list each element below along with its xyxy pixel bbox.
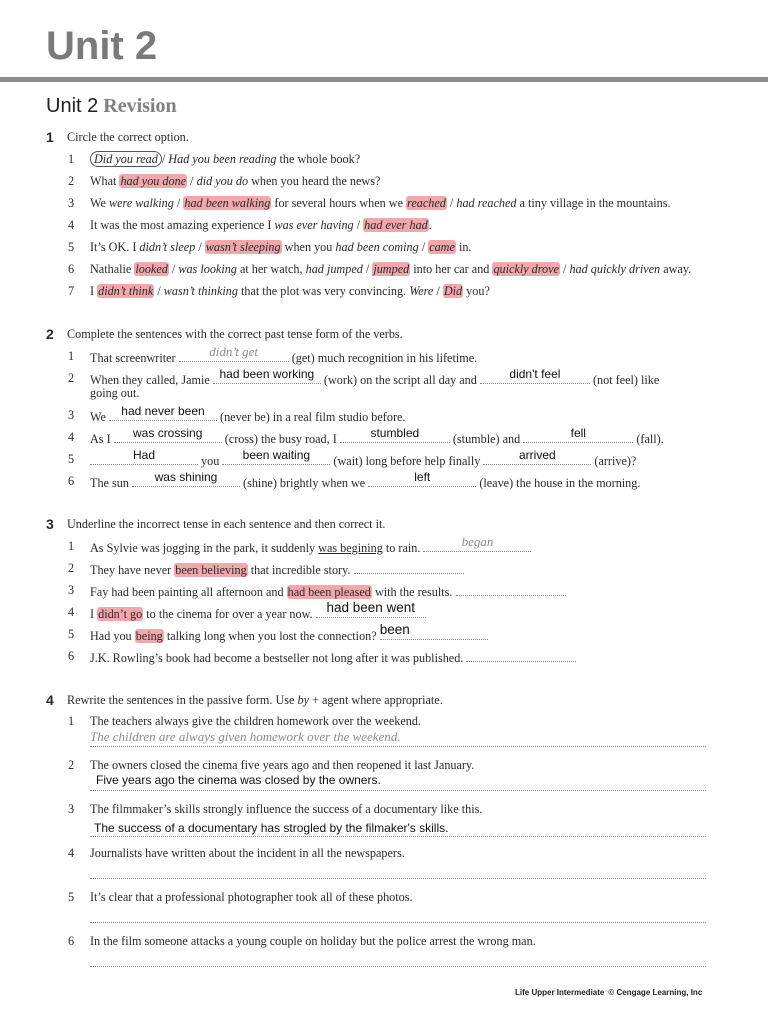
item-text: away. — [660, 262, 692, 276]
item-text: into her car and — [410, 262, 493, 276]
item-text: (arrive)? — [591, 454, 637, 468]
item-text: When they called, Jamie — [90, 373, 213, 387]
ex2-instruction: Complete the sentences with the correct past tense form of the verbs. — [67, 327, 403, 341]
option[interactable]: were walking — [108, 196, 174, 210]
answer-blank[interactable] — [456, 582, 566, 596]
separator: / — [195, 240, 205, 254]
item-text: They have never — [90, 563, 175, 577]
item-number: 1 — [68, 714, 75, 728]
answer-blank[interactable] — [466, 648, 576, 662]
handwritten-answer: Had — [132, 448, 155, 462]
unit-title: Unit 2 — [46, 24, 158, 68]
separator: / — [161, 152, 169, 166]
item-text: (work) on the script all day and — [320, 373, 480, 387]
highlighted-option[interactable]: reached — [407, 196, 446, 210]
item-text: (not feel) like — [589, 373, 660, 387]
revision-label: Revision — [103, 95, 177, 117]
item-text: talking long when you lost the connection? — [163, 629, 380, 643]
separator: / — [446, 196, 457, 210]
handwritten-answer: had been working — [219, 367, 315, 381]
ex4-instruction-by: by — [297, 693, 309, 707]
item-number: 1 — [68, 152, 75, 166]
item-number: 6 — [68, 474, 75, 488]
answer-blank[interactable] — [109, 404, 217, 421]
highlighted-option[interactable]: had ever had — [364, 218, 428, 232]
item-number: 6 — [68, 934, 75, 948]
separator: / — [418, 240, 429, 254]
highlighted-error[interactable]: being — [135, 629, 163, 643]
item-number: 6 — [68, 262, 75, 276]
item-number: 4 — [68, 218, 75, 232]
option[interactable]: did you do — [196, 174, 249, 188]
answer-line[interactable] — [90, 820, 706, 837]
item-number: 7 — [68, 284, 75, 298]
separator: / — [173, 196, 184, 210]
item-text: I — [90, 607, 98, 621]
item-text: It was the most amazing experience I — [90, 218, 275, 232]
highlighted-option[interactable]: had you done — [120, 174, 187, 188]
item-number: 5 — [68, 627, 75, 641]
item-text: a tiny village in the mountains. — [516, 196, 671, 210]
item-text: you? — [463, 284, 490, 298]
footer-copyright: © Cengage Learning, Inc — [608, 988, 703, 997]
item-text: in. — [455, 240, 472, 254]
item-text: The sun — [90, 476, 132, 490]
ex3-instruction: Underline the incorrect tense in each sentence and then correct it. — [67, 517, 386, 531]
option[interactable]: had jumped — [305, 262, 363, 276]
item-text: with the results. — [371, 585, 456, 599]
item-text: going out. — [90, 386, 140, 400]
item-text: It’s clear that a professional photographer took all of these photos. — [90, 890, 413, 904]
revision-heading — [46, 95, 177, 118]
item-text: (shine) brightly when we — [239, 476, 369, 490]
item-number: 3 — [68, 802, 75, 816]
item-text: What — [90, 174, 120, 188]
answer-blank[interactable] — [379, 622, 488, 640]
item-text: (stumble) and — [449, 432, 524, 446]
handwritten-answer: fell — [570, 426, 586, 440]
item-number: 5 — [68, 890, 75, 904]
item-text: for several hours when we — [271, 196, 407, 210]
option[interactable]: Were — [409, 284, 434, 298]
option[interactable]: had reached — [456, 196, 517, 210]
item-text: to rain. — [382, 541, 424, 555]
answer-blank[interactable] — [114, 426, 222, 443]
handwritten-answer: had been went — [326, 600, 416, 615]
ex3-number: 3 — [46, 516, 54, 532]
handwritten-answer: The success of a documentary has strogled by the filmaker's skills. — [94, 821, 449, 835]
item-number: 3 — [68, 408, 75, 422]
handwritten-answer: didn’t get — [209, 344, 259, 359]
item-text: It’s OK. I — [90, 240, 140, 254]
item-text: . — [428, 218, 432, 232]
ex1-number: 1 — [46, 129, 54, 145]
answer-line[interactable] — [90, 774, 706, 791]
item-text: I — [90, 284, 98, 298]
item-text: (cross) the busy road, I — [221, 432, 340, 446]
item-text: (wait) long before help finally — [330, 454, 484, 468]
highlighted-option[interactable]: Did — [443, 284, 463, 298]
item-text: the whole book? — [276, 152, 361, 166]
highlighted-option[interactable]: looked — [135, 262, 168, 276]
ex1-instruction: Circle the correct option. — [67, 130, 189, 144]
handwritten-answer: had never been — [121, 404, 205, 418]
item-number: 1 — [68, 349, 75, 363]
item-text: That screenwriter — [90, 351, 179, 365]
item-text: We — [90, 410, 109, 424]
handwritten-answer: Five years ago the cinema was closed by the owners. — [96, 773, 381, 787]
header-rule — [0, 77, 768, 82]
item-number: 3 — [68, 583, 75, 597]
handwritten-answer: The children are always given homework over the weekend. — [90, 729, 401, 744]
item-text: We — [90, 196, 109, 210]
option[interactable]: had quickly driven — [569, 262, 661, 276]
item-number: 2 — [68, 758, 75, 772]
highlighted-error[interactable]: had been pleased — [287, 585, 371, 599]
answer-blank[interactable] — [480, 367, 590, 384]
item-text: The owners closed the cinema five years ago and then reopened it last January. — [90, 758, 475, 772]
ex4-instruction-rest: + agent where appropriate. — [309, 693, 443, 707]
answer-line[interactable] — [90, 862, 706, 879]
item-text: to the cinema for over a year now. — [143, 607, 316, 621]
item-number: 5 — [68, 452, 75, 466]
item-text: Had you — [90, 629, 135, 643]
item-number: 2 — [68, 371, 75, 385]
item-number: 3 — [68, 196, 75, 210]
item-number: 4 — [68, 846, 75, 860]
highlighted-option[interactable]: wasn’t sleeping — [205, 240, 281, 254]
option[interactable]: had been coming — [335, 240, 419, 254]
separator: / — [353, 218, 364, 232]
handwritten-answer: arrived — [519, 448, 556, 462]
separator: / — [154, 284, 164, 298]
footer-book: Life Upper Intermediate — [515, 988, 605, 997]
item-text: (leave) the house in the morning. — [476, 476, 641, 490]
option[interactable]: was looking — [178, 262, 237, 276]
item-text: Nathalie — [90, 262, 135, 276]
handwritten-answer: was crossing — [133, 426, 203, 440]
answer-blank[interactable] — [483, 448, 591, 465]
answer-blank[interactable] — [316, 600, 426, 618]
answer-blank[interactable] — [368, 470, 476, 487]
item-text: As I — [90, 432, 114, 446]
item-text: As Sylvie was jogging in the park, it suddenly — [90, 541, 319, 555]
option[interactable]: wasn’t thinking — [163, 284, 238, 298]
highlighted-option[interactable]: came — [429, 240, 455, 254]
item-text: at her watch, — [236, 262, 306, 276]
ex4-instruction: Rewrite the sentences in the passive form. Use — [67, 693, 298, 707]
option[interactable]: didn’t sleep — [139, 240, 196, 254]
option[interactable]: was ever having — [274, 218, 354, 232]
item-number: 4 — [68, 430, 75, 444]
item-text: Fay had been painting all afternoon and — [90, 585, 287, 599]
answer-blank[interactable] — [340, 426, 450, 443]
item-text: Journalists have written about the incident in all the newspapers. — [90, 846, 405, 860]
item-text: In the film someone attacks a young couple on holiday but the police arrest the wrong man. — [90, 934, 536, 948]
handwritten-answer: been waiting — [242, 448, 311, 462]
answer-blank[interactable] — [523, 426, 633, 443]
underlined-error[interactable]: was begining — [318, 541, 383, 555]
highlighted-error[interactable]: been believing — [175, 563, 247, 577]
item-text: when you heard the news? — [248, 174, 381, 188]
answer-line[interactable] — [90, 730, 706, 747]
page-footer — [515, 988, 702, 997]
handwritten-answer: left — [414, 470, 431, 484]
item-text: when you — [281, 240, 336, 254]
option[interactable]: Had you been reading — [168, 152, 277, 166]
highlighted-option[interactable]: jumped — [373, 262, 410, 276]
item-text: (never be) in a real film studio before. — [216, 410, 406, 424]
handwritten-answer: began — [461, 534, 494, 549]
item-number: 2 — [68, 561, 75, 575]
ex4-number: 4 — [46, 692, 54, 708]
item-text: that incredible story. — [247, 563, 354, 577]
handwritten-answer: didn't feel — [509, 367, 561, 381]
answer-line[interactable] — [90, 906, 706, 923]
answer-blank[interactable] — [354, 560, 464, 574]
highlighted-option[interactable]: had been walking — [184, 196, 271, 210]
answer-blank[interactable] — [423, 534, 531, 552]
separator: / — [433, 284, 443, 298]
item-text: The teachers always give the children homework over the weekend. — [90, 714, 421, 728]
item-text: J.K. Rowling’s book had become a bestseller not long after it was published. — [90, 651, 467, 665]
separator: / — [362, 262, 373, 276]
item-number: 2 — [68, 174, 75, 188]
ex2-number: 2 — [46, 326, 54, 342]
separator: / — [559, 262, 570, 276]
handwritten-answer: stumbled — [370, 426, 420, 440]
answer-blank[interactable] — [213, 367, 321, 384]
highlighted-option[interactable]: quickly drove — [493, 262, 559, 276]
circled-option[interactable]: Did you read — [90, 151, 162, 167]
item-text: you — [198, 454, 223, 468]
highlighted-option[interactable]: didn’t think — [98, 284, 154, 298]
answer-blank[interactable] — [90, 448, 198, 465]
handwritten-answer: was shining — [154, 470, 218, 484]
item-text: The filmmaker’s skills strongly influence the success of a documentary like this. — [90, 802, 483, 816]
answer-blank[interactable] — [179, 344, 289, 362]
revision-unit: Unit 2 — [46, 95, 99, 117]
separator: / — [168, 262, 179, 276]
item-number: 5 — [68, 240, 75, 254]
answer-line[interactable] — [90, 950, 706, 967]
item-text: (get) much recognition in his lifetime. — [288, 351, 478, 365]
item-number: 1 — [68, 539, 75, 553]
answer-blank[interactable] — [222, 448, 330, 465]
item-number: 6 — [68, 649, 75, 663]
answer-blank[interactable] — [132, 470, 240, 487]
item-text: that the plot was very convincing. — [237, 284, 410, 298]
highlighted-error[interactable]: didn’t go — [98, 607, 143, 621]
handwritten-answer: been — [379, 622, 410, 637]
item-text: (fall). — [633, 432, 664, 446]
separator: / — [187, 174, 197, 188]
item-number: 4 — [68, 605, 75, 619]
